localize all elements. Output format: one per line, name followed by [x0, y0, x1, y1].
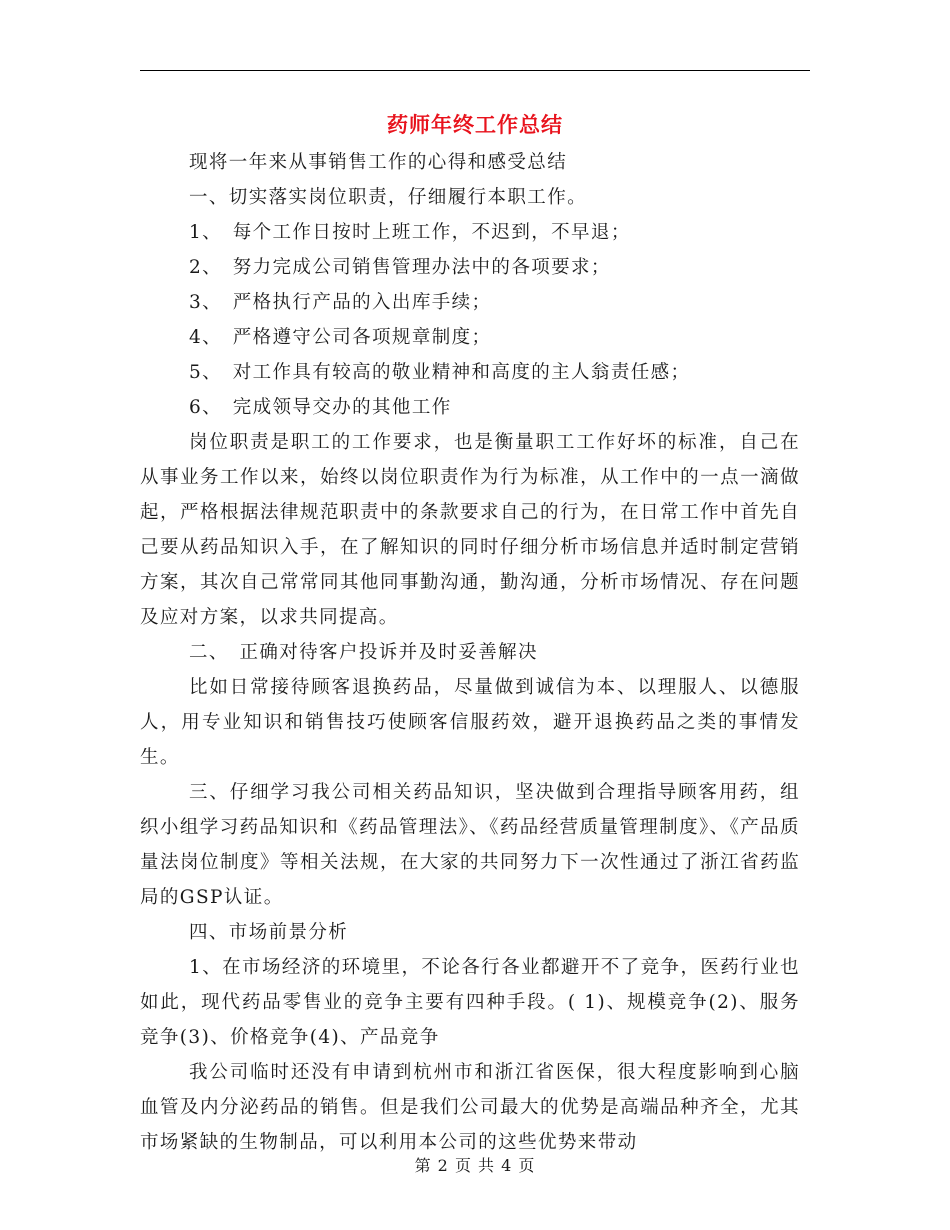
list-item-2: 2、 努力完成公司销售管理办法中的各项要求； — [189, 257, 611, 278]
paragraph-duties: 岗位职责是职工的工作要求，也是衡量职工工作好坏的标准，自己在从事业务工作以来，始终以岗位职责作为行为标准，从工作中的一点一滴做起，严格根据法律规范职责中的条款要求自己的行为，在日常工作中首先自己要从药品知识入手，在了解知识的同时仔细分析市场信息并适时制定营销方案，其次自己常常同其他同事勤沟通，勤沟通，分析市场情况、存在问题及应对方案，以求共同提高。 — [140, 432, 800, 628]
page-number: 第 2 页 共 4 页 — [414, 1156, 536, 1175]
document-title: 药师年终工作总结 — [387, 112, 563, 137]
list-item-3: 3、 严格执行产品的入出库手续； — [189, 292, 492, 313]
section-heading-4: 四、市场前景分析 — [189, 922, 349, 943]
list-item-5: 5、 对工作具有较高的敬业精神和高度的主人翁责任感； — [189, 362, 691, 383]
document-body — [140, 145, 800, 1160]
paragraph-intro: 现将一年来从事销售工作的心得和感受总结 — [189, 152, 568, 173]
paragraph-advantages: 我公司临时还没有申请到杭州市和浙江省医保，很大程度影响到心脑血管及内分泌药品的销售。但是我们公司最大的优势是高端品种齐全，尤其市场紧缺的生物制品，可以利用本公司的这些优势来带动 — [140, 1062, 800, 1153]
list-item-4: 4、 严格遵守公司各项规章制度； — [189, 327, 492, 348]
section-heading-3: 三、仔细学习我公司相关药品知识，坚决做到合理指导顾客用药，组织小组学习药品知识和《药品管理法》、《药品经营质量管理制度》、《产品质量法岗位制度》等相关法规，在大家的共同努力下一次性通过了浙江省药监局的GSP认证。 — [140, 782, 800, 908]
paragraph-complaints: 比如日常接待顾客退换药品，尽量做到诚信为本、以理服人、以德服人，用专业知识和销售技巧使顾客信服药效，避开退换药品之类的事情发生。 — [140, 677, 800, 768]
section-heading-2: 二、 正确对待客户投诉并及时妥善解决 — [189, 642, 538, 663]
paragraph-competition: 1、在市场经济的环境里，不论各行各业都避开不了竞争，医药行业也如此，现代药品零售业的竞争主要有四种手段。( 1)、规模竞争(2)、服务竞争(3)、价格竞争(4)、产品竞争 — [140, 957, 800, 1048]
list-item-6: 6、 完成领导交办的其他工作 — [189, 397, 452, 418]
header-rule — [140, 70, 810, 71]
section-heading-1: 一、切实落实岗位职责，仔细履行本职工作。 — [189, 187, 588, 208]
list-item-1: 1、 每个工作日按时上班工作，不迟到，不早退； — [189, 222, 631, 243]
